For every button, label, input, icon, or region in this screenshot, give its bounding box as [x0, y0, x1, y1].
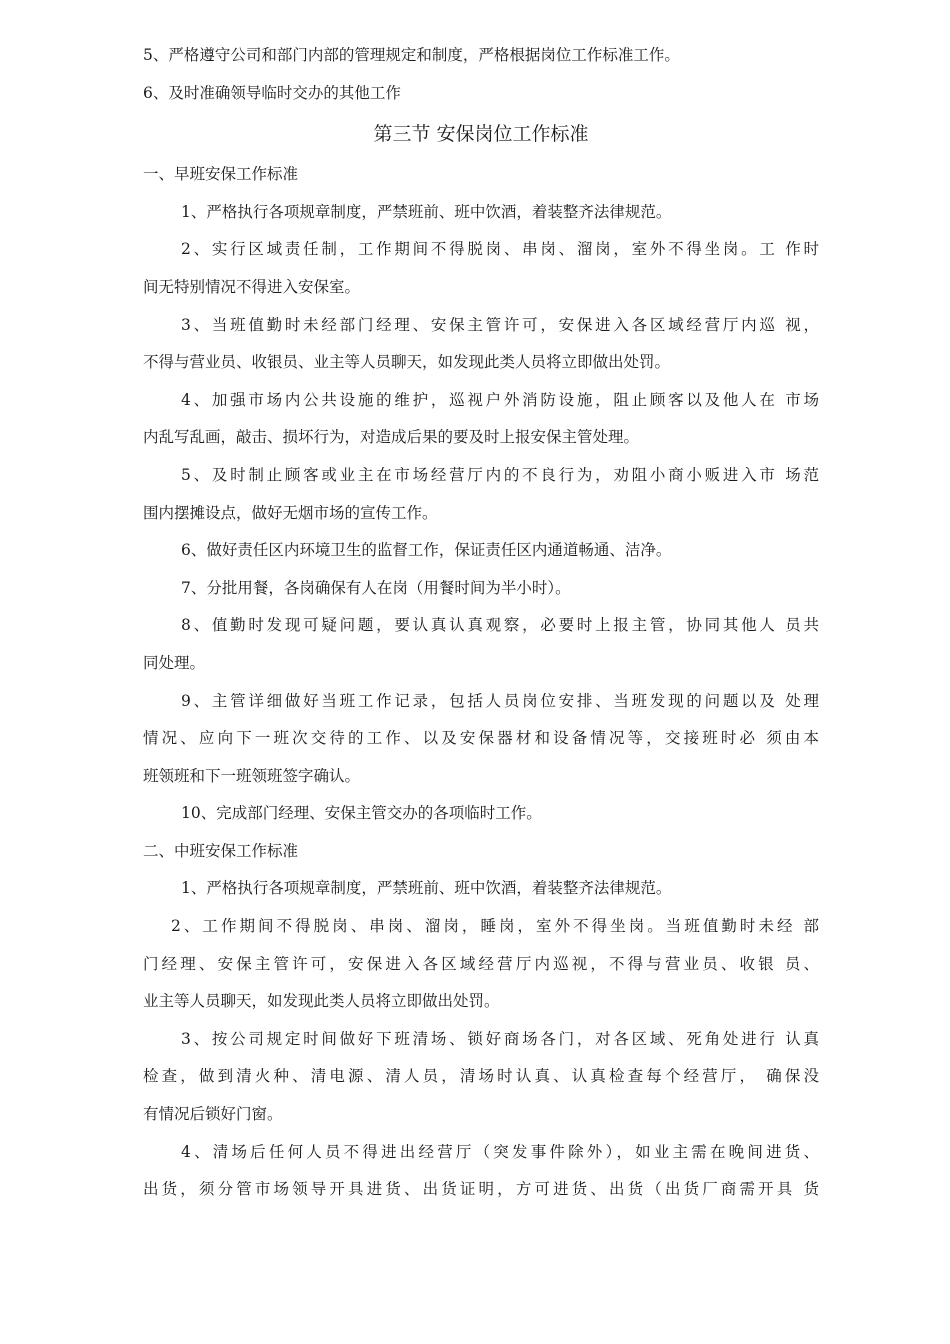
middle-item-3-cont-2: 有情况后锁好门窗。: [143, 1105, 283, 1124]
morning-item-2: 2、实行区域责任制，工作期间不得脱岗、串岗、溜岗，室外不得坐岗。工 作时: [181, 240, 819, 259]
morning-item-10: 10、完成部门经理、安保主管交办的各项临时工作。: [181, 804, 542, 823]
middle-shift-heading: 二、中班安保工作标准: [143, 841, 299, 860]
morning-item-4: 4、加强市场内公共设施的维护，巡视户外消防设施，阻止顾客以及他人在 市场: [181, 390, 819, 409]
middle-item-3: 3、按公司规定时间做好下班清场、锁好商场各门，对各区域、死角处进行 认真: [181, 1029, 819, 1048]
morning-item-9-cont: 情况、应向下一班次交待的工作、以及安保器材和设备情况等，交接班时必 须由本: [143, 729, 819, 748]
morning-item-3: 3、当班值勤时未经部门经理、安保主管许可，安保进入各区域经营厅内巡 视，: [181, 315, 819, 334]
middle-item-1: 1、严格执行各项规章制度，严禁班前、班中饮酒，着装整齐法律规范。: [181, 879, 672, 898]
intro-item-6: 6、及时准确领导临时交办的其他工作: [143, 83, 401, 102]
morning-item-6: 6、做好责任区内环境卫生的监督工作，保证责任区内通道畅通、洁净。: [181, 541, 672, 560]
middle-item-4-cont: 出货，须分管市场领导开具进货、出货证明，方可进货、出货（出货厂商需开具 货: [143, 1180, 819, 1199]
middle-item-2-cont-2: 业主等人员聊天，如发现此类人员将立即做出处罚。: [143, 992, 500, 1011]
morning-item-5: 5、及时制止顾客或业主在市场经营厅内的不良行为，劝阻小商小贩进入市 场范: [181, 465, 819, 484]
morning-shift-heading: 一、早班安保工作标准: [143, 165, 299, 184]
middle-item-2: 2、工作期间不得脱岗、串岗、溜岗，睡岗，室外不得坐岗。当班值勤时未经 部: [171, 917, 819, 936]
middle-item-3-cont: 检查，做到清火种、清电源、清人员，清场时认真、认真检查每个经营厅， 确保没: [143, 1067, 819, 1086]
morning-item-8-cont: 同处理。: [143, 653, 206, 672]
middle-item-4: 4、清场后任何人员不得进出经营厅（突发事件除外），如业主需在晚间进货、: [181, 1142, 819, 1161]
morning-item-4-cont: 内乱写乱画，敲击、损坏行为，对造成后果的要及时上报安保主管处理。: [143, 428, 640, 447]
morning-item-3-cont: 不得与营业员、收银员、业主等人员聊天，如发现此类人员将立即做出处罚。: [143, 353, 671, 372]
morning-item-9: 9、主管详细做好当班工作记录，包括人员岗位安排、当班发现的问题以及 处理: [181, 691, 819, 710]
morning-item-7: 7、分批用餐，各岗确保有人在岗（用餐时间为半小时）。: [181, 578, 571, 597]
middle-item-2-cont: 门经理、安保主管许可，安保进入各区域经营厅内巡视，不得与营业员、收银 员、: [143, 954, 819, 973]
morning-item-9-cont-2: 班领班和下一班领班签字确认。: [143, 766, 361, 785]
morning-item-2-cont: 间无特别情况不得进入安保室。: [143, 277, 361, 296]
intro-item-5: 5、严格遵守公司和部门内部的管理规定和制度，严格根据岗位工作标准工作。: [143, 46, 680, 64]
morning-item-8: 8、值勤时发现可疑问题，要认真认真观察，必要时上报主管，协同其他人 员共: [181, 616, 819, 635]
morning-item-5-cont: 围内摆摊设点，做好无烟市场的宣传工作。: [143, 503, 438, 522]
section-title: 第三节 安保岗位工作标准: [373, 123, 589, 146]
morning-item-1: 1、严格执行各项规章制度，严禁班前、班中饮酒，着装整齐法律规范。: [181, 202, 672, 221]
document-body: [143, 37, 819, 1209]
